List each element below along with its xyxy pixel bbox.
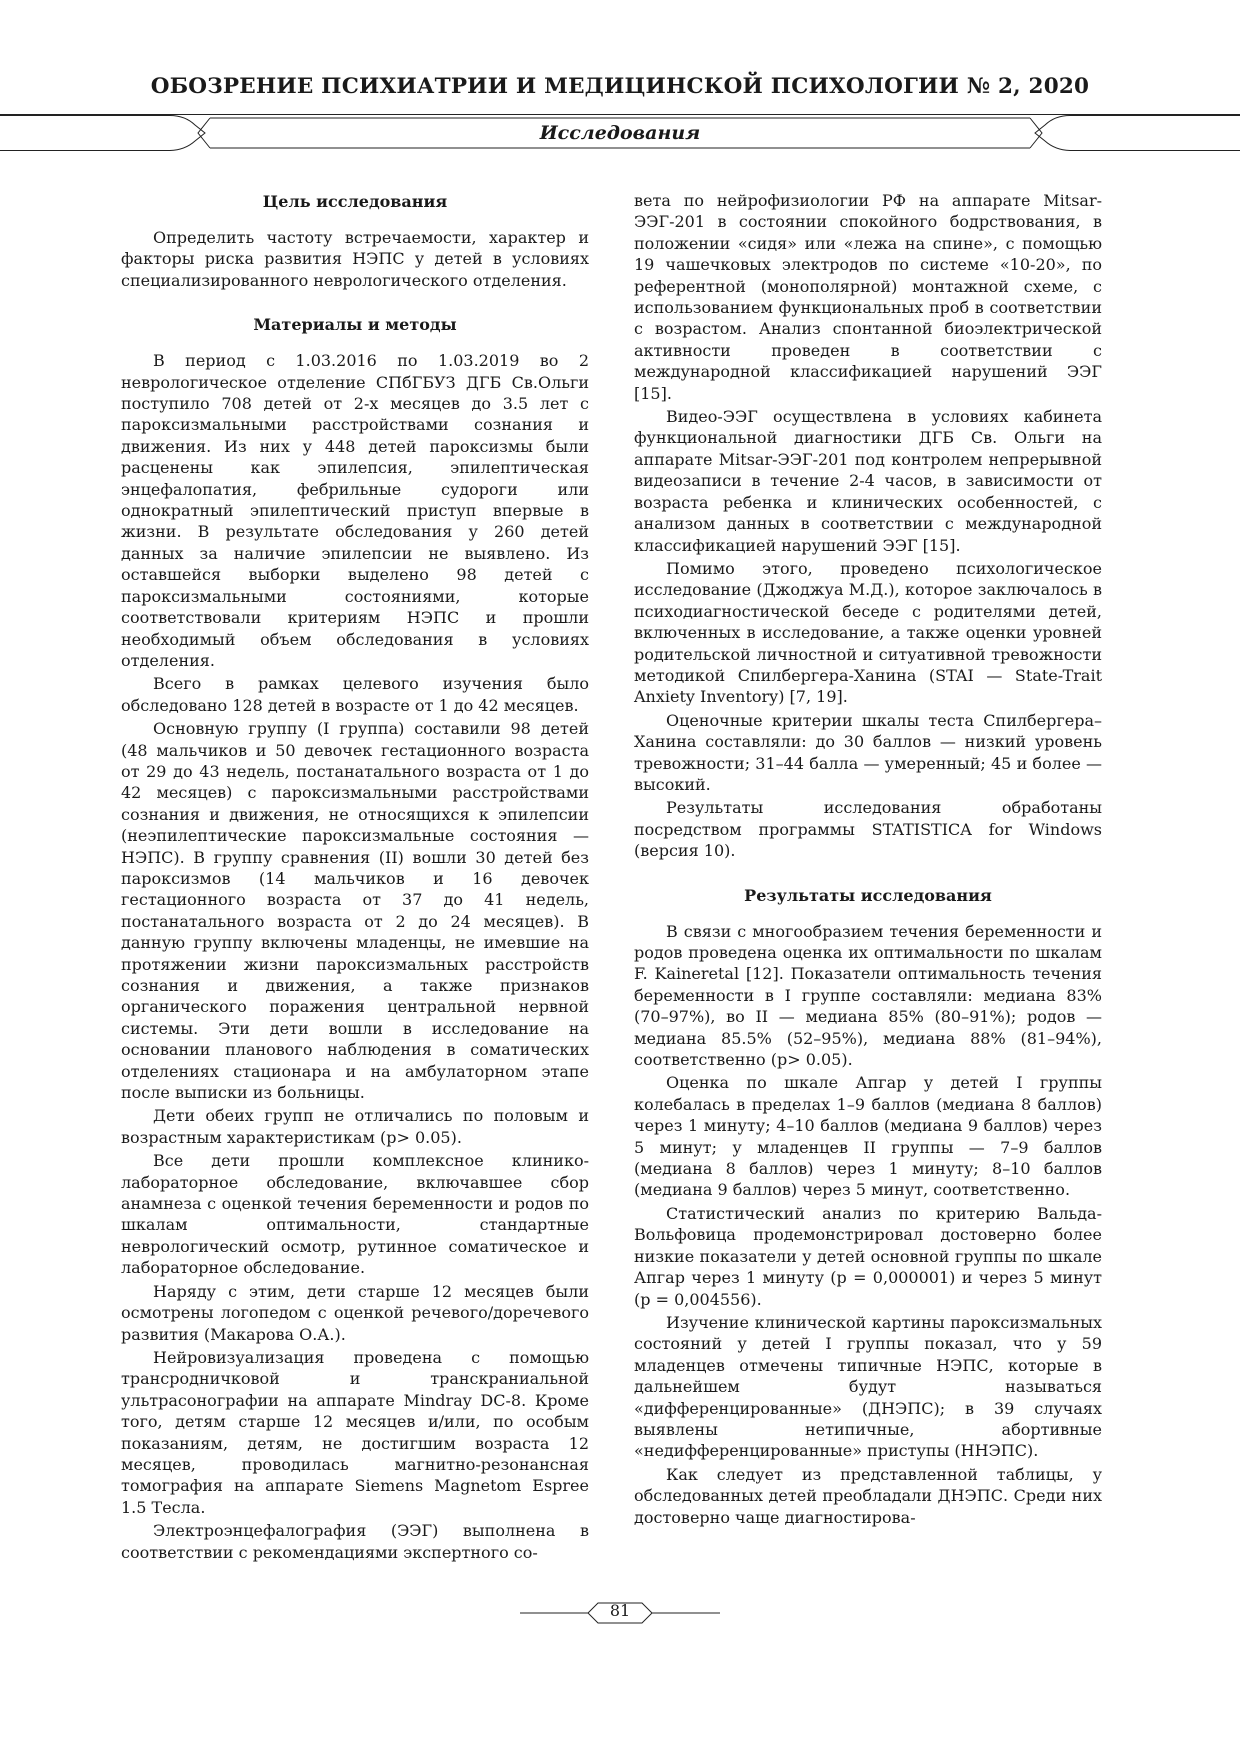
paragraph: Оценка по шкале Апгар у детей I группы колебалась в пределах 1–9 баллов (медиана 8 баллов) через 1 минуту; 4–10 баллов (медиана 9 баллов) через 5 минут; у младенцев II группы — 7–9 баллов (медиана 8 баллов) через 1 минуту; 8–10 баллов (медиана 9 баллов) через 5 минут, соответственно. xyxy=(634,1073,1102,1200)
paragraph: Дети обеих групп не отличались по половым и возрастным характеристикам (р> 0.05). xyxy=(121,1106,589,1147)
paragraph: Помимо этого, проведено психологическое исследование (Джоджуа М.Д.), которое заключалось в психодиагностической беседе с родителями детей, включенных в исследование, а также оценки уровней родительской личностной и ситуативной тревожности методикой Спилбергера-Ханина (STAI — State-Trait Anxiety Inventory) [7, 19]. xyxy=(634,558,1102,707)
paragraph: Основную группу (I группа) составили 98 детей (48 мальчиков и 50 девочек гестационного возраста от 29 до 43 недель, постанатального возраста от 1 до 42 месяцев) с пароксизмальными расстройствами сознания и движения, не относящихся к эпилепсии (неэпилептические пароксизмальные состояния — НЭПС). В группу сравнения (II) вошли 30 детей без пароксизмов (14 мальчиков и 16 девочек гестационного возраста от 37 до 41 недель, постанатального возраста от 2 до 24 месяцев). В данную группу включены младенцы, не имевшие на протяжении жизни пароксизмальных расстройств сознания и движения, а также признаков органического поражения центральной нервной системы. Эти дети вошли в исследование на основании планового наблюдения в соматических отделениях стационара и на амбулаторном этапе после выписки из больницы. xyxy=(121,719,589,1103)
paragraph: В период с 1.03.2016 по 1.03.2019 во 2 неврологическое отделение СПбГБУЗ ДГБ Св.Ольги поступило 708 детей от 2-х месяцев до 3.5 лет с пароксизмальными расстройствами сознания и движения. Из них у 448 детей пароксизмы были расценены как эпилепсия, эпилептическая энцефалопатия, фебрильные судороги или однократный эпилептический приступ впервые в жизни. В результате обследования у 260 детей данных за наличие эпилепсии не выявлено. Из оставшейся выборки выделено 98 детей с пароксизмальными состояниями, которые соответствовали критериям НЭПС и прошли необходимый объем обследования в условиях отделения. xyxy=(121,351,589,670)
heading-goal: Цель исследования xyxy=(262,192,448,211)
paragraph: Изучение клинической картины пароксизмальных состояний у детей I группы показал, что у 59 младенцев отмечены типичные НЭПС, которые в дальнейшем будут называться «дифференцированные» (ДНЭПС); в 39 случаях выявлены нетипичные, абортивные «недифференцированные» приступы (ННЭПС). xyxy=(634,1312,1102,1461)
paragraph: В связи с многообразием течения беременности и родов проведена оценка их оптимальности по шкалам F. Kaineretal [12]. Показатели оптимальность течения беременности в I группе составляли: медиана 83% (70–97%), во II — медиана 85% (80–91%); родов — медиана 85.5% (52–95%), медиана 88% (81–94%), соответственно (p> 0.05). xyxy=(634,921,1102,1070)
paragraph-goal: Определить частоту встречаемости, характер и факторы риска развития НЭПС у детей в условиях специализированного неврологического отделения. xyxy=(121,228,589,290)
paragraph: Видео-ЭЭГ осуществлена в условиях кабинета функциональной диагностики ДГБ Св. Ольги на аппарате Mitsar-ЭЭГ-201 под контролем непрерывной видеозаписи в течение 2-4 часов, в зависимости от возраста ребенка и клинических особенностей, с анализом данных в соответствии с международной классификацией нарушений ЭЭГ [15]. xyxy=(634,407,1102,555)
page-number: 81 xyxy=(609,1601,631,1620)
right-column xyxy=(634,190,1102,1528)
paragraph: Всего в рамках целевого изучения было обследовано 128 детей в возрасте от 1 до 42 месяцев. xyxy=(121,674,589,715)
paragraph: Нейровизуализация проведена с помощью трансродничковой и транскраниальной ультрасонографии на аппарате Mindray DC-8. Кроме того, детям старше 12 месяцев и/или, по особым показаниям, детям, не достигшим возраста 12 месяцев, проводилась магнитно-резонансная томография на аппарате Siemens Magnetom Espree 1.5 Тесла. xyxy=(121,1347,589,1517)
paragraph: Наряду с этим, дети старше 12 месяцев были осмотрены логопедом с оценкой речевого/доречевого развития (Макарова О.А.). xyxy=(121,1281,589,1344)
paragraph: Оценочные критерии шкалы теста Спилбергера–Ханина составляли: до 30 баллов — низкий уровень тревожности; 31–44 балла — умеренный; 45 и более — высокий. xyxy=(634,710,1102,794)
left-column xyxy=(121,190,589,1563)
section-label: Исследования xyxy=(539,122,701,144)
paragraph: Результаты исследования обработаны посредством программы STATISTICA for Windows (версия 10). xyxy=(634,798,1102,861)
paragraph: Статистический анализ по критерию Вальда-Вольфовица продемонстрировал достоверно более низкие показатели у детей основной группы по шкале Апгар через 1 минуту (р = 0,000001) и через 5 минут (р = 0,004556). xyxy=(634,1203,1102,1309)
journal-title: ОБОЗРЕНИЕ ПСИХИАТРИИ И МЕДИЦИНСКОЙ ПСИХОЛОГИИ № 2, 2020 xyxy=(150,74,1090,99)
paragraph: Электроэнцефалография (ЭЭГ) выполнена в соответствии с рекомендациями экспертного со- xyxy=(121,1521,589,1562)
paragraph: Все дети прошли комплексное клинико-лабораторное обследование, включавшее сбор анамнеза с оценкой течения беременности и родов по шкалам оптимальности, стандартные неврологический осмотр, рутинное соматическое и лабораторное обследование. xyxy=(121,1151,589,1278)
heading-methods: Материалы и методы xyxy=(253,315,457,335)
paragraph: Как следует из представленной таблицы, у обследованных детей преобладали ДНЭПС. Среди них достоверно чаще диагностирова- xyxy=(634,1464,1102,1527)
paragraph: вета по нейрофизиологии РФ на аппарате Mitsar-ЭЭГ-201 в состоянии спокойного бодрствования, в положении «сидя» или «лежа на спине», с помощью 19 чашечковых электродов по системе «10-20», по референтной (монополярной) монтажной схеме, с использованием функциональных проб в соответствии с возрастом. Анализ спонтанной биоэлектрической активности проведен в соответствии с международной классификацией нарушений ЭЭГ [15]. xyxy=(634,191,1102,403)
heading-results: Результаты исследования xyxy=(744,885,992,905)
